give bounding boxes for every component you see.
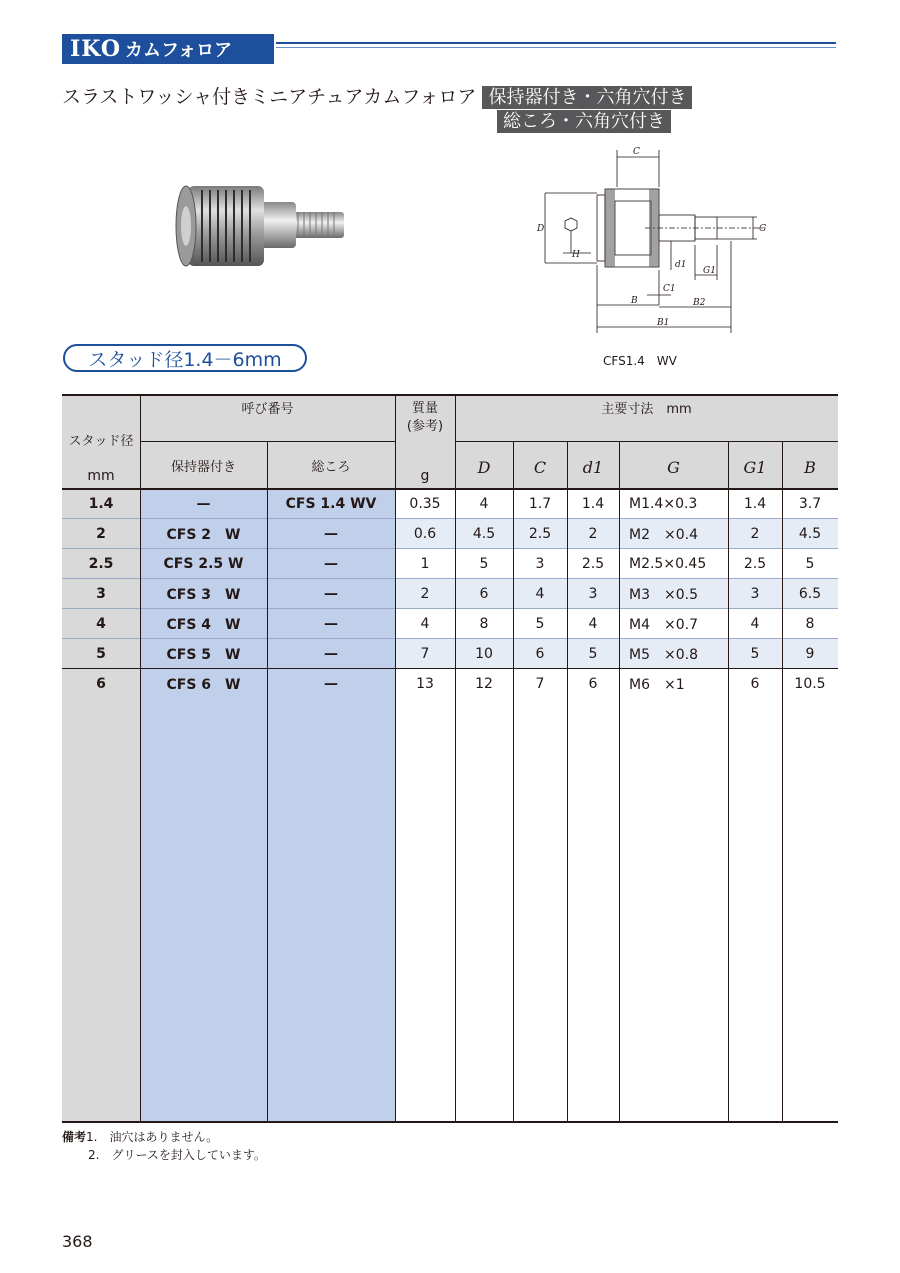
note-item bbox=[62, 1128, 266, 1146]
cell-full: — bbox=[324, 556, 338, 572]
row-divider bbox=[62, 608, 838, 609]
row-divider bbox=[62, 668, 838, 669]
header-full-complement: 総ころ bbox=[311, 459, 351, 475]
cell-g1: 3 bbox=[750, 586, 760, 602]
cell-cage: CFS 2.5 W bbox=[163, 556, 244, 572]
dim-label-h: H bbox=[572, 250, 580, 260]
cell-d1: 1.4 bbox=[581, 496, 605, 512]
header-mass-unit: g bbox=[420, 468, 430, 484]
cell-full: — bbox=[324, 616, 338, 632]
page-number: 368 bbox=[62, 1232, 93, 1251]
cell-d1: 5 bbox=[588, 646, 598, 662]
header-rule-thin bbox=[276, 47, 836, 48]
header-with-cage: 保持器付き bbox=[170, 459, 236, 475]
subtitle-text: スラストワッシャ付きミニアチュアカムフォロア bbox=[62, 86, 477, 108]
row-divider bbox=[62, 518, 838, 519]
cell-d: 8 bbox=[479, 616, 489, 632]
dim-label-d1: d1 bbox=[675, 260, 687, 270]
cell-mass: 1 bbox=[420, 556, 430, 572]
cell-full: — bbox=[324, 526, 338, 542]
cell-d1: 2 bbox=[588, 526, 598, 542]
cell-mass: 2 bbox=[420, 586, 430, 602]
header-stud-unit: mm bbox=[87, 468, 115, 484]
cell-g1: 2 bbox=[750, 526, 760, 542]
cell-g1: 6 bbox=[750, 676, 760, 692]
notes bbox=[62, 1128, 266, 1164]
cell-stud: 2 bbox=[96, 526, 106, 542]
header-col-g1: G1 bbox=[743, 457, 767, 477]
cell-cage: CFS 3 W bbox=[166, 587, 241, 603]
cell-b: 5 bbox=[805, 556, 815, 572]
cell-g1: 4 bbox=[750, 616, 760, 632]
note-item bbox=[62, 1146, 266, 1164]
dim-label-c: C bbox=[633, 147, 640, 157]
cell-stud: 3 bbox=[96, 586, 106, 602]
cell-g1: 2.5 bbox=[743, 556, 767, 572]
brand-logo: IKO bbox=[70, 36, 121, 62]
cell-d: 4.5 bbox=[472, 526, 496, 542]
dim-label-d: D bbox=[537, 224, 545, 234]
section-header-badge bbox=[62, 34, 274, 64]
cell-full: — bbox=[324, 676, 338, 692]
cell-cage: CFS 4 W bbox=[166, 617, 241, 633]
cell-d: 4 bbox=[479, 496, 489, 512]
cell-c: 5 bbox=[535, 616, 545, 632]
header-col-g: G bbox=[667, 457, 680, 477]
cell-full: — bbox=[324, 586, 338, 602]
cell-g: M5 ×0.8 bbox=[629, 647, 698, 663]
drawing-caption: CFS1.4 WV bbox=[603, 354, 677, 368]
cell-full: — bbox=[324, 646, 338, 662]
cell-b: 4.5 bbox=[798, 526, 822, 542]
cell-c: 7 bbox=[535, 676, 545, 692]
cell-c: 4 bbox=[535, 586, 545, 602]
cell-d: 12 bbox=[475, 676, 493, 692]
note-text: 2. グリースを封入しています。 bbox=[88, 1148, 266, 1162]
note-text: 1. 油穴はありません。 bbox=[86, 1130, 219, 1144]
cell-d1: 6 bbox=[588, 676, 598, 692]
dim-label-b: B bbox=[631, 296, 638, 306]
cell-g1: 1.4 bbox=[743, 496, 767, 512]
header-designation: 呼び番号 bbox=[241, 401, 294, 417]
cell-g: M2.5×0.45 bbox=[629, 556, 707, 572]
header-col-d: D bbox=[477, 457, 491, 477]
cell-cage: CFS 2 W bbox=[166, 527, 241, 543]
cell-b: 8 bbox=[805, 616, 815, 632]
cell-d: 6 bbox=[479, 586, 489, 602]
header-mass: 質量 bbox=[411, 400, 438, 416]
section-title: カムフォロア bbox=[125, 40, 233, 61]
cell-mass: 0.6 bbox=[413, 526, 437, 542]
cell-d1: 4 bbox=[588, 616, 598, 632]
cell-mass: 0.35 bbox=[409, 496, 441, 512]
row-divider bbox=[62, 578, 838, 579]
cell-g: M4 ×0.7 bbox=[629, 617, 698, 633]
cell-stud: 2.5 bbox=[88, 556, 114, 572]
cell-stud: 4 bbox=[96, 616, 106, 632]
spec-table bbox=[62, 394, 838, 1122]
header-col-d1: d1 bbox=[582, 457, 604, 477]
cell-g: M3 ×0.5 bbox=[629, 587, 698, 603]
dim-label-b1: B1 bbox=[657, 318, 670, 328]
cell-b: 9 bbox=[805, 646, 815, 662]
cell-b: 6.5 bbox=[798, 586, 822, 602]
dim-label-g1: G1 bbox=[703, 266, 716, 276]
cell-mass: 7 bbox=[420, 646, 430, 662]
cell-mass: 4 bbox=[420, 616, 430, 632]
dim-label-b2: B2 bbox=[693, 298, 706, 308]
cell-g1: 5 bbox=[750, 646, 760, 662]
cell-stud: 5 bbox=[96, 646, 106, 662]
cell-g: M2 ×0.4 bbox=[629, 527, 698, 543]
cell-d: 5 bbox=[479, 556, 489, 572]
header-dimensions: 主要寸法 mm bbox=[601, 401, 692, 417]
cell-cage: — bbox=[196, 496, 211, 512]
product-subtitle bbox=[62, 82, 692, 110]
header-col-b: B bbox=[804, 457, 816, 477]
product-photo bbox=[168, 180, 348, 274]
row-divider bbox=[62, 638, 838, 639]
stud-range-label: スタッド径1.4－6mm bbox=[63, 344, 307, 372]
header-rule bbox=[276, 42, 836, 44]
cell-d: 10 bbox=[475, 646, 493, 662]
row-divider bbox=[62, 548, 838, 549]
cell-c: 3 bbox=[535, 556, 545, 572]
cell-c: 1.7 bbox=[528, 496, 552, 512]
header-mass-ref: (参考) bbox=[406, 418, 444, 434]
cell-d1: 3 bbox=[588, 586, 598, 602]
cell-d1: 2.5 bbox=[581, 556, 605, 572]
header-stud: スタッド径 bbox=[68, 433, 134, 449]
cell-cage: CFS 5 W bbox=[166, 647, 241, 663]
cell-g: M1.4×0.3 bbox=[629, 496, 698, 512]
table-rule bbox=[62, 1121, 838, 1123]
cell-c: 2.5 bbox=[528, 526, 552, 542]
tag-full-hex: 総ころ・六角穴付き bbox=[497, 110, 671, 133]
cell-mass: 13 bbox=[416, 676, 434, 692]
cell-stud: 6 bbox=[96, 676, 106, 692]
dim-label-c1: C1 bbox=[663, 284, 676, 294]
cell-cage: CFS 6 W bbox=[166, 677, 241, 693]
cell-full: CFS 1.4 WV bbox=[285, 496, 377, 512]
tag-cage-hex: 保持器付き・六角穴付き bbox=[482, 86, 692, 109]
tag-row-2 bbox=[497, 110, 671, 134]
cell-b: 3.7 bbox=[798, 496, 822, 512]
notes-label: 備考 bbox=[62, 1130, 87, 1144]
cell-stud: 1.4 bbox=[88, 496, 114, 512]
dim-label-g: G bbox=[759, 224, 767, 234]
header-col-c: C bbox=[533, 457, 547, 477]
cell-c: 6 bbox=[535, 646, 545, 662]
dimension-drawing bbox=[535, 145, 775, 344]
cell-g: M6 ×1 bbox=[629, 677, 685, 693]
cell-b: 10.5 bbox=[794, 676, 826, 692]
